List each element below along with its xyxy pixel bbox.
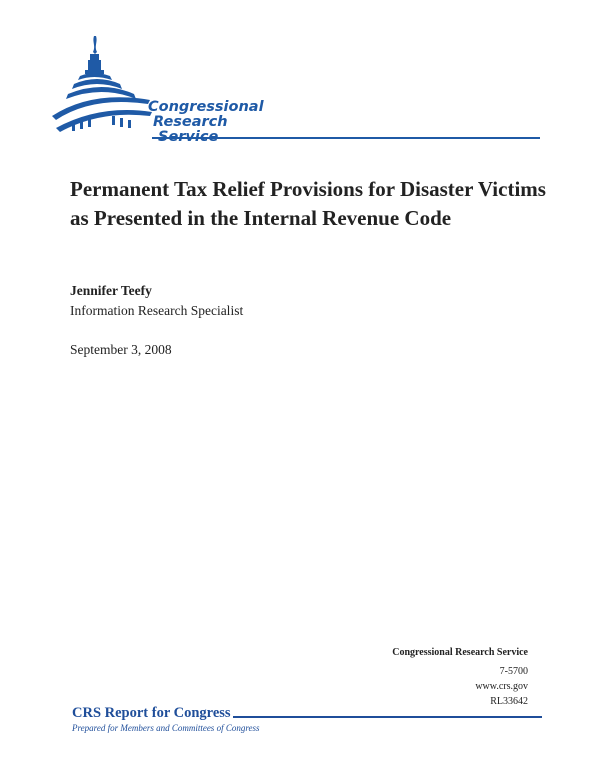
capitol-dome-icon — [52, 34, 542, 146]
logo-wordmark — [148, 100, 264, 145]
crs-contact-block — [392, 645, 528, 709]
footer-title: CRS Report for Congress — [72, 705, 231, 721]
footer-subtitle: Prepared for Members and Committees of Congress — [72, 723, 260, 733]
logo-line-1: Congressional — [148, 99, 264, 115]
author-name: Jennifer Teefy — [70, 283, 152, 298]
report-date: September 3, 2008 — [70, 342, 172, 357]
crs-website: www.crs.gov — [475, 681, 528, 692]
logo-line-2: Research — [153, 114, 228, 130]
report-number: RL33642 — [490, 696, 528, 707]
author-title: Information Research Specialist — [70, 303, 244, 318]
report-title: Permanent Tax Relief Provisions for Disaster Victims as Presented in the Internal Revenue Code — [70, 177, 546, 230]
crs-phone: 7-5700 — [499, 666, 528, 677]
logo-line-3: Service — [158, 129, 219, 145]
crs-org-name: Congressional Research Service — [392, 647, 528, 658]
